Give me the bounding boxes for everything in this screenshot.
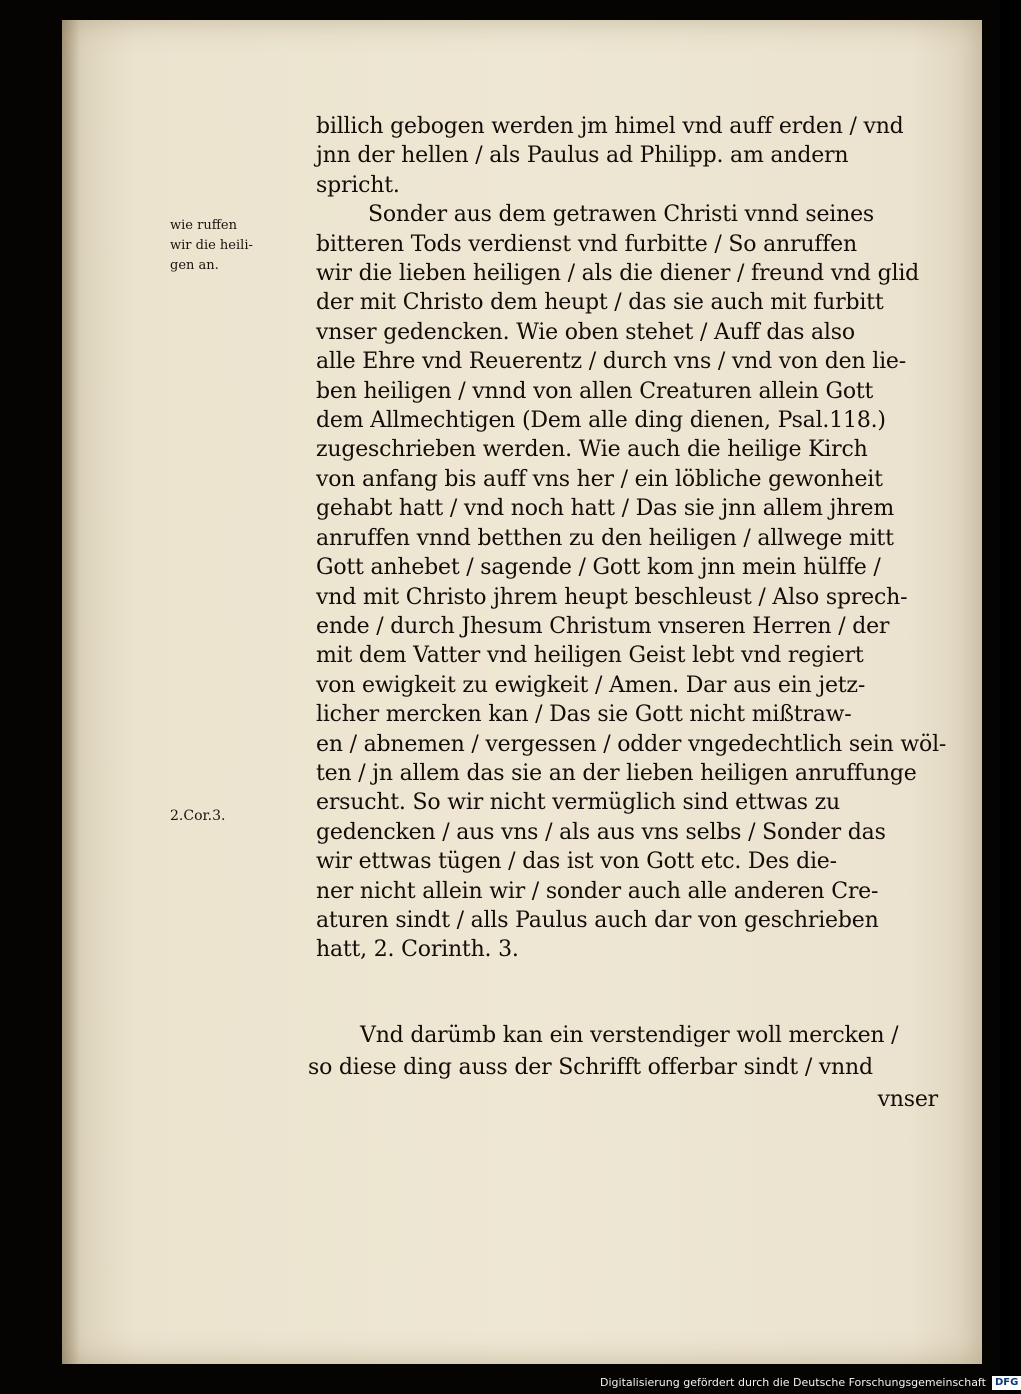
digitization-footer [600, 1373, 1021, 1392]
text-line: en / abnemen / vergessen / odder vngedechtlich sein wöl- [316, 731, 947, 757]
text-line: anruffen vnnd betthen zu den heiligen / allwege mitt [316, 525, 894, 551]
text-line: licher mercken kan / Das sie Gott nicht mißtraw- [316, 702, 852, 728]
text-line: vnd mit Christo jhrem heupt beschleust / Also sprech- [316, 584, 908, 610]
text-line: jnn der hellen / als Paulus ad Philipp. am andern [316, 143, 849, 169]
dfg-logo-icon: DFG [992, 1376, 1021, 1390]
text-line: hatt, 2. Corinth. 3. [316, 937, 519, 963]
text-line: ersucht. So wir nicht vermüglich sind ettwas zu [316, 790, 841, 816]
text-line: zugeschrieben werden. Wie auch die heilige Kirch [316, 437, 868, 463]
text-line: aturen sindt / alls Paulus auch dar von geschrieben [316, 907, 879, 933]
text-line: von anfang bis auff vns her / ein löbliche gewonheit [316, 466, 883, 492]
text-line: wir die lieben heiligen / als die diener / freund vnd glid [316, 261, 920, 287]
margin-note-corinthians: 2.Cor.3. [170, 808, 226, 824]
text-line: mit dem Vatter vnd heiligen Geist lebt vnd regiert [316, 643, 864, 669]
second-paragraph [308, 1020, 938, 1116]
text-line: von ewigkeit zu ewigkeit / Amen. Dar aus ein jetz- [316, 672, 866, 698]
text-line: wir ettwas tügen / das ist von Gott etc. Des die- [316, 849, 837, 875]
text-line: so diese ding auss der Schrifft offerbar sindt / vnnd [308, 1055, 873, 1080]
text-line: ten / jn allem das sie an der lieben heiligen anruffunge [316, 760, 917, 786]
text-line: ner nicht allein wir / sonder auch alle anderen Cre- [316, 878, 879, 904]
catchword: vnser [877, 1087, 938, 1112]
text-line: gedencken / aus vns / als aus vns selbs / Sonder das [316, 819, 886, 845]
text-line: billich gebogen werden jm himel vnd auff erden / vnd [316, 114, 904, 139]
funding-notice: Digitalisierung gefördert durch die Deutsche Forschungsgemeinschaft [600, 1376, 986, 1389]
text-line: ben heiligen / vnnd von allen Creaturen allein Gott [316, 378, 874, 404]
text-line: Gott anhebet / sagende / Gott kom jnn mein hülffe / [316, 555, 881, 581]
text-line: spricht. [316, 172, 400, 198]
main-text-block [316, 112, 947, 965]
text-line-paragraph-start: Sonder aus dem getrawen Christi vnnd seines [368, 202, 874, 228]
text-line: ende / durch Jhesum Christum vnseren Herren / der [316, 613, 890, 639]
margin-note-invocation: wie ruffen wir die heili- gen an. [170, 218, 253, 274]
text-line: der mit Christo dem heupt / das sie auch mit furbitt [316, 290, 884, 316]
text-line: vnser gedencken. Wie oben stehet / Auff das also [316, 319, 855, 345]
text-line: bitteren Tods verdienst vnd furbitte / So anruffen [316, 231, 857, 257]
text-line: gehabt hatt / vnd noch hatt / Das sie jnn allem jhrem [316, 496, 894, 522]
text-line: dem Allmechtigen (Dem alle ding dienen, Psal.118.) [316, 408, 886, 434]
text-line: alle Ehre vnd Reuerentz / durch vns / vnd von den lie- [316, 349, 906, 375]
text-line-paragraph-start: Vnd darümb kan ein verstendiger woll mercken / [360, 1023, 899, 1048]
